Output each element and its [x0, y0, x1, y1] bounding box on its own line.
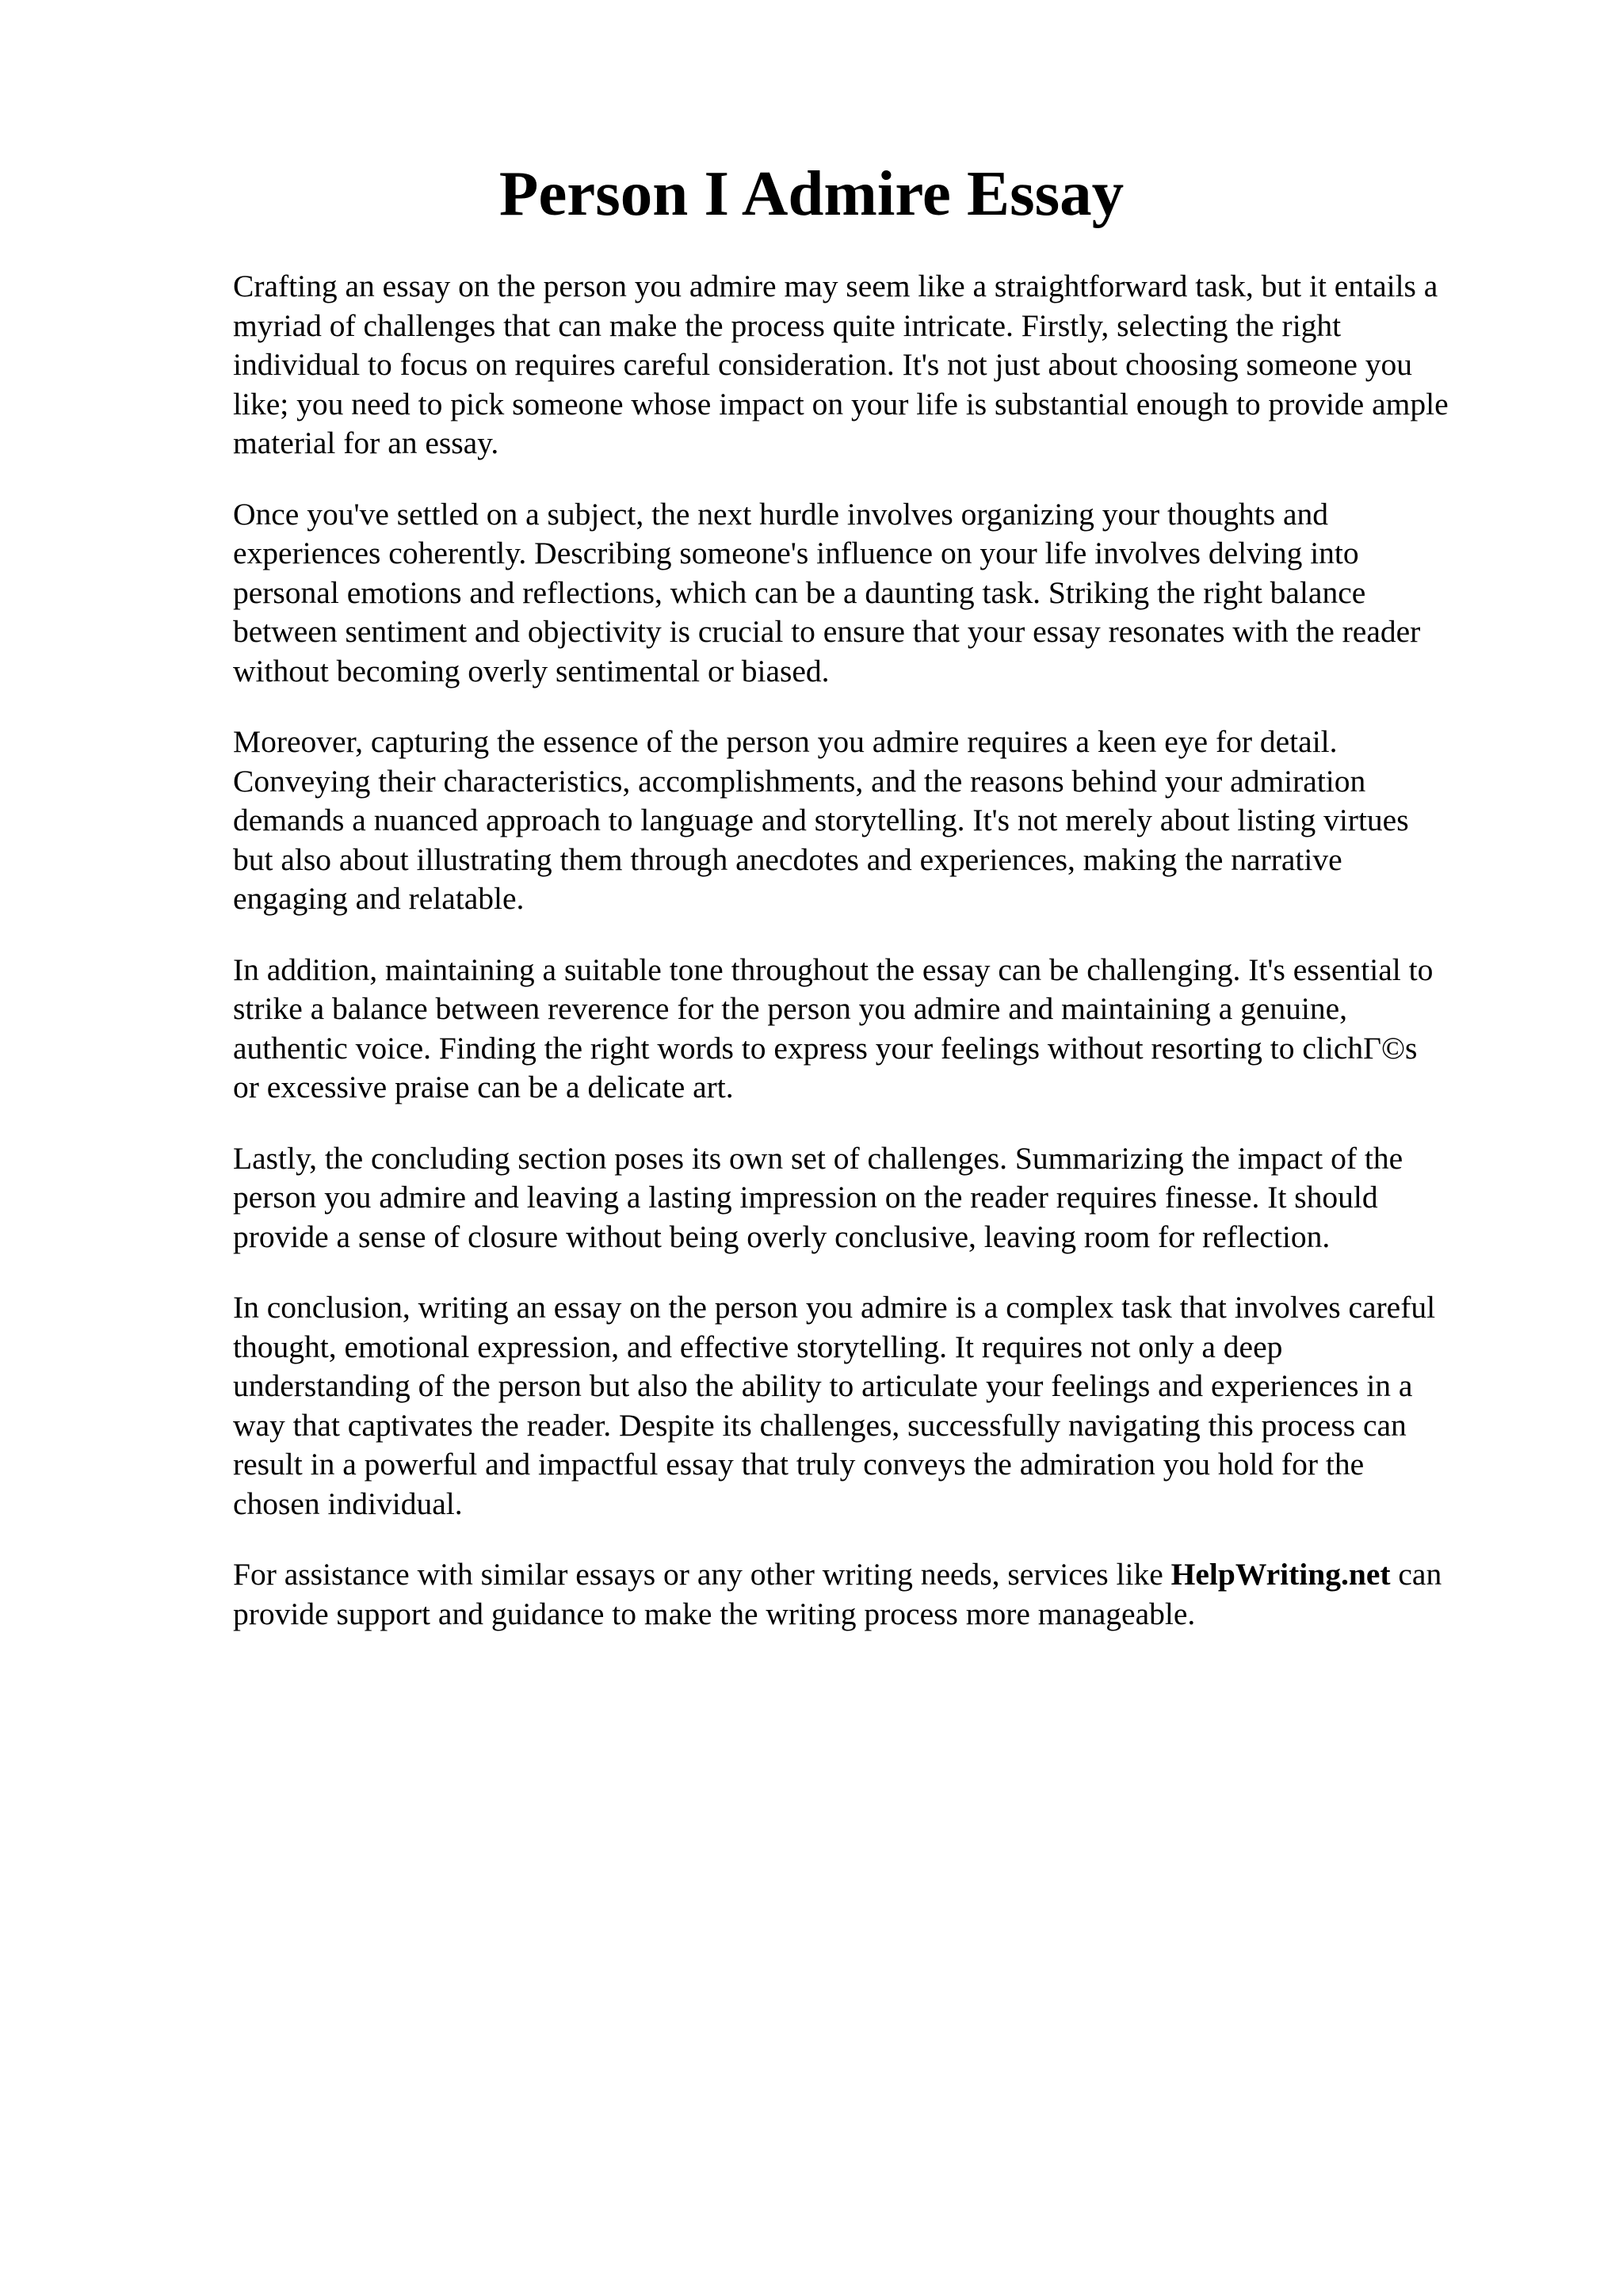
text-line: authentic voice. Finding the right words to express your feelings without resorting to clichГ©s	[233, 1030, 1418, 1066]
text-line: engaging and relatable.	[233, 881, 525, 916]
text-line: Lastly, the concluding section poses its own set of challenges. Summarizing the impact of the	[233, 1140, 1403, 1176]
text-line: without becoming overly sentimental or biased.	[233, 653, 830, 688]
paragraph-4	[233, 951, 1517, 1108]
text-line: material for an essay.	[233, 425, 499, 460]
paragraph-2	[233, 495, 1517, 692]
text-line: or excessive praise can be a delicate art.	[233, 1070, 734, 1104]
closing-paragraph	[233, 1555, 1517, 1634]
text-line: but also about illustrating them through anecdotes and experiences, making the narrative	[233, 841, 1342, 877]
text-line: between sentiment and objectivity is crucial to ensure that your essay resonates with the reader	[233, 614, 1421, 649]
text-line: like; you need to pick someone whose impact on your life is substantial enough to provide ample	[233, 386, 1449, 421]
text-line: provide support and guidance to make the writing process more manageable.	[233, 1596, 1196, 1631]
page-title: Person I Admire Essay	[498, 158, 1125, 229]
text-line: myriad of challenges that can make the process quite intricate. Firstly, selecting the right	[233, 307, 1342, 343]
text-line: Moreover, capturing the essence of the person you admire requires a keen eye for detail.	[233, 724, 1338, 759]
paragraph-5	[233, 1139, 1517, 1257]
closing-text-after: can	[1398, 1557, 1442, 1592]
essay-body	[233, 267, 1517, 1665]
closing-text-before: For assistance with similar essays or any other writing needs, services like	[233, 1557, 1163, 1592]
text-line: thought, emotional expression, and effective storytelling. It requires not only a deep	[233, 1329, 1283, 1364]
text-line: result in a powerful and impactful essay that truly conveys the admiration you hold for the	[233, 1447, 1365, 1482]
text-line	[233, 1555, 1517, 1595]
text-line: understanding of the person but also the ability to articulate your feelings and experiences in a	[233, 1368, 1413, 1403]
text-line: individual to focus on requires careful consideration. It's not just about choosing someone you	[233, 347, 1413, 382]
brand-link[interactable]: HelpWriting.net	[1170, 1557, 1391, 1592]
text-line: Crafting an essay on the person you admire may seem like a straightforward task, but it entails a	[233, 269, 1438, 303]
text-line: person you admire and leaving a lasting impression on the reader requires finesse. It should	[233, 1180, 1378, 1215]
paragraph-1	[233, 267, 1517, 463]
text-line: chosen individual.	[233, 1486, 463, 1521]
text-line: In conclusion, writing an essay on the person you admire is a complex task that involves careful	[233, 1290, 1436, 1325]
paragraph-3	[233, 723, 1517, 919]
text-line: In addition, maintaining a suitable tone throughout the essay can be challenging. It's essential to	[233, 952, 1434, 987]
text-line: experiences coherently. Describing someone's influence on your life involves delving into	[233, 536, 1359, 570]
text-line: Conveying their characteristics, accomplishments, and the reasons behind your admiration	[233, 763, 1366, 799]
text-line: way that captivates the reader. Despite its challenges, successfully navigating this process can	[233, 1407, 1407, 1443]
text-line: Once you've settled on a subject, the next hurdle involves organizing your thoughts and	[233, 496, 1328, 532]
text-line: demands a nuanced approach to language and storytelling. It's not merely about listing virtues	[233, 803, 1409, 837]
text-line: personal emotions and reflections, which can be a daunting task. Striking the right balance	[233, 574, 1366, 610]
paragraph-6	[233, 1288, 1517, 1524]
text-line: provide a sense of closure without being overly conclusive, leaving room for reflection.	[233, 1219, 1331, 1254]
text-line: strike a balance between reverence for the person you admire and maintaining a genuine,	[233, 991, 1348, 1026]
